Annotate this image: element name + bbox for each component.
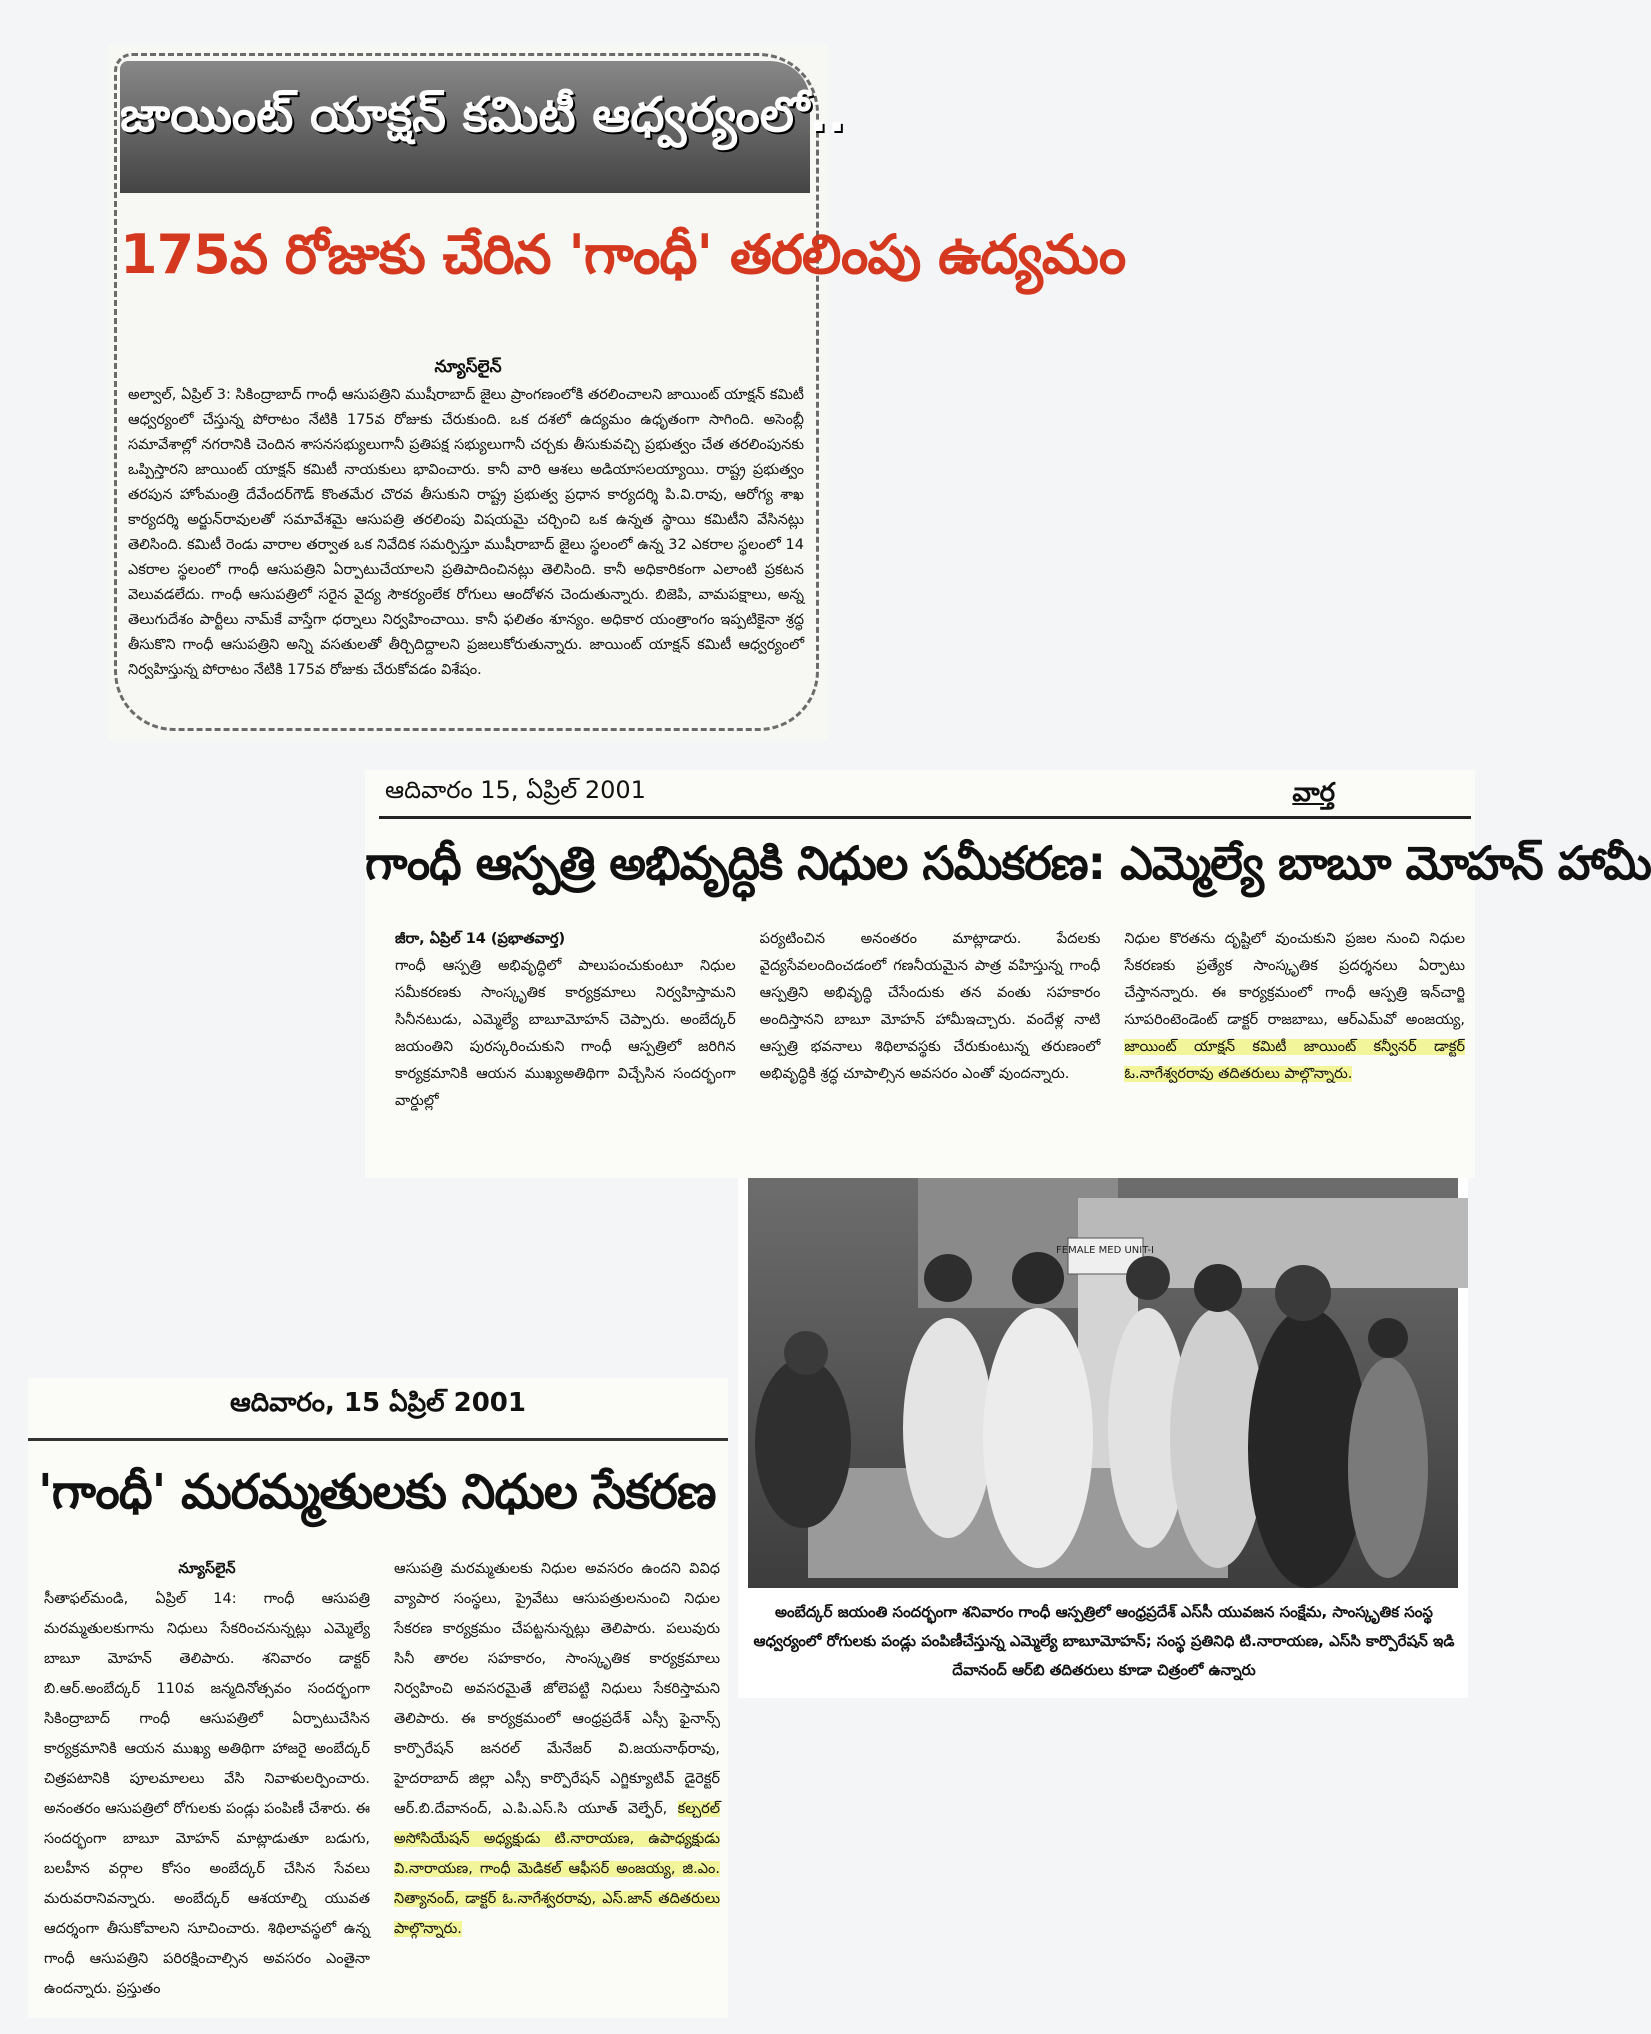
headline: గాంధీ ఆస్పత్రి అభివృద్ధికి నిధుల సమీకరణ: ఎమ్మెల్యే బాబూ మోహన్ హామీ (365, 836, 1651, 890)
news-photo (738, 1178, 1468, 1698)
column-1 (395, 926, 736, 1115)
kicker-text: జాయింట్ యాక్షన్ కమిటీ ఆధ్వర్యంలో.. (120, 87, 846, 143)
column-2 (394, 1554, 720, 2004)
column-2-text: ఆసుపత్రి మరమ్మతులకు నిధుల అవసరం ఉందని వివిధ వ్యాపార సంస్థలు, ప్రైవేటు ఆసుపత్రులనుంచి నిధుల సేకరణ కార్యక్రమం చేపట్టనున్నట్లు తెలిపారు. పలువురు సినీ తారల సహకారం, సాంస్కృతిక కార్యక్రమాలు నిర్వహించి అవసరమైతే జోలెపట్టి నిధులు సేకరిస్తామని తెలిపారు. ఈ కార్యక్రమంలో ఆంధ్రప్రదేశ్ ఎస్సీ ఫైనాన్స్ కార్పొరేషన్ జనరల్ మేనేజర్ వి.జయనాథ్‌రావు, హైదరాబాద్ జిల్లా ఎస్సీ కార్పొరేషన్ ఎగ్జిక్యూటివ్ డైరెక్టర్ ఆర్.బి.దేవానంద్, ఎ.పి.ఎస్.సి యూత్ వెల్ఫేర్, (394, 1561, 720, 1817)
clipping-gandhi-175-days (108, 45, 1126, 740)
byline: న్యూస్‌లైన్ (434, 357, 502, 377)
clipping-gandhi-repairs (28, 1378, 728, 2018)
column-3 (1124, 926, 1465, 1115)
column-2: పర్యటించిన అనంతరం మాట్లాడారు. పేదలకు వైద్యసేవలందించడంలో గణనీయమైన పాత్ర వహిస్తున్న గాంధీ ఆస్పత్రిని అభివృద్ధి చేసేందుకు తన వంతు సహకారం అందిస్తానని బాబూ మోహన్ హామీఇచ్చారు. వందేళ్ల నాటి ఆస్పత్రి భవనాలు శిథిలావస్థకు చేరుకుంటున్న తరుణంలో అభివృద్ధికి శ్రద్ధ చూపాల్సిన అవసరం ఎంతో వుందన్నారు. (759, 931, 1101, 1082)
headline: 'గాంధీ' మరమ్మతులకు నిధుల సేకరణ (38, 1464, 716, 1520)
column-1 (44, 1554, 370, 2004)
highlighted-text: కల్చరల్ అసోసియేషన్ అధ్యక్షుడు టి.నారాయణ, ఉపాధ్యక్షుడు వి.నారాయణ, గాంధీ మెడికల్ ఆఫీసర్ అంజయ్య, జి.ఎం. నిత్యానంద్, డాక్టర్ ఓ.నాగేశ్వరరావు, ఎస్.జాన్ తదితరులు పాల్గొన్నారు. (394, 1801, 720, 1937)
ward-sign: FEMALE MED UNIT-I (1056, 1245, 1154, 1256)
dateline: జీరా, ఏప్రిల్ 14 (ప్రభాతవార్త) (395, 931, 566, 947)
photo-caption: అంబేద్కర్ జయంతి సందర్భంగా శనివారం గాంధీ ఆస్పత్రిలో ఆంధ్రప్రదేశ్ ఎస్‌సీ యువజన సంక్షేమ, సాంస్కృతిక సంస్థ ఆధ్వర్యంలో రోగులకు పండ్లు పంపిణీచేస్తున్న ఎమ్మెల్యే బాబూమోహన్; సంస్థ ప్రతినిధి టి.నారాయణ, ఎస్‌సి కార్పొరేషన్ ఇడి దేవానంద్ ఆర్‌బి తదితరులు కూడా చిత్రంలో ఉన్నారు (753, 1603, 1455, 1679)
photo-image (748, 1178, 1458, 1588)
masthead: వార్త (1292, 778, 1335, 808)
clipping-vaartha (365, 770, 1651, 1178)
article-body: అల్వాల్, ఏప్రిల్ 3: సికింద్రాబాద్ గాంధీ ఆసుపత్రిని ముషీరాబాద్ జైలు ప్రాంగణంలోకి తరలించాలని జాయింట్ యాక్షన్ కమిటీ ఆధ్వర్యంలో చేస్తున్న పోరాటం నేటికి 175వ రోజుకు చేరుకుంది. ఒక దశలో ఉద్యమం ఉధృతంగా సాగింది. అసెంబ్లీ సమావేశాల్లో నగరానికి చెందిన శాసనసభ్యులుగానీ ప్రతిపక్ష సభ్యులుగానీ చర్చకు తీసుకువచ్చి ప్రభుత్వం చేత తరలింపునకు ఒప్పిస్తారని జాయింట్ యాక్షన్ కమిటీ నాయకులు భావించారు. కానీ వారి ఆశలు అడియాసలయ్యాయి. రాష్ట్ర ప్రభుత్వం తరపున హోంమంత్రి దేవేందర్‌గౌడ్ కొంతమేర చొరవ తీసుకుని రాష్ట్ర ప్రభుత్వ ప్రధాన కార్యదర్శి పి.వి.రావు, ఆరోగ్య శాఖ కార్యదర్శి అర్జున్‌రావులతో సమావేశమై ఆసుపత్రి తరలింపు విషయమై చర్చించి ఒక ఉన్నత స్థాయి కమిటీని వేసినట్లు తెలిసింది. కమిటీ రెండు వారాల తర్వాత ఒక నివేదిక సమర్పిస్తూ ముషీరాబాద్ జైలు స్థలంలో ఉన్న 32 ఎకరాల స్థలంలో 14 ఎకరాల స్థలంలో గాంధీ ఆసుపత్రిని ఏర్పాటుచేయాలని ప్రతిపాదించినట్లు తెలిసింది. కానీ అధికారికంగా ఎలాంటి ప్రకటన వెలువడలేదు. గాంధీ ఆసుపత్రిలో సరైన వైద్య సౌకర్యంలేక రోగులు ఆందోళన చెందుతున్నారు. బిజెపి, వామపక్షాలు, అన్న తెలుగుదేశం పార్టీలు నామ్‌కే వాస్తేగా ధర్నాలు నిర్వహించాయి. కానీ ఫలితం శూన్యం. అధికార యంత్రాంగం ఇప్పటికైనా శ్రద్ధ తీసుకొని గాంధీ ఆసుపత్రిని అన్ని వసతులతో తీర్చిదిద్దాలని ప్రజలుకోరుతున్నారు. జాయింట్ యాక్షన్ కమిటీ ఆధ్వర్యంలో నిర్వహిస్తున్న పోరాటం నేటికి 175వ రోజుకు చేరుకోవడం విశేషం. (128, 387, 804, 678)
divider (28, 1438, 728, 1441)
divider (379, 816, 1471, 819)
column-1-text: గాంధీ ఆస్పత్రి అభివృద్ధిలో పాలుపంచుకుంటూ నిధుల సమీకరణకు సాంస్కృతిక కార్యక్రమాలు నిర్వహిస్తామని సినీనటుడు, ఎమ్మెల్యే బాబూమోహన్ చెప్పారు. అంబేద్కర్ జయంతిని పురస్కరించుకుని గాంధీ ఆస్పత్రిలో జరిగిన కార్యక్రమానికి ఆయన ముఖ్యఅతిథిగా విచ్చేసిన సందర్భంగా వార్డుల్లో (395, 958, 736, 1109)
highlighted-text: జాయింట్ యాక్షన్ కమిటీ జాయింట్ కన్వీనర్ డాక్టర్ ఓ.నాగేశ్వరరావు తదితరులు పాల్గొన్నారు. (1124, 1039, 1466, 1082)
byline: న్యూస్‌లైన్ (178, 1561, 236, 1577)
issue-date: ఆదివారం 15, ఏప్రిల్ 2001 (385, 776, 646, 804)
issue-date: ఆదివారం, 15 ఏప్రిల్ 2001 (230, 1388, 526, 1418)
article-columns (44, 1554, 720, 2004)
headline: 175వ రోజుకు చేరిన 'గాంధీ' తరలింపు ఉద్యమం (120, 223, 1126, 286)
column-3-text: నిధుల కొరతను దృష్టిలో వుంచుకుని ప్రజల నుంచి నిధుల సేకరణకు ప్రత్యేక సాంస్కృతిక ప్రదర్శనలు ఏర్పాటు చేస్తానన్నారు. ఈ కార్యక్రమంలో గాంధీ ఆస్పత్రి ఇన్‌చార్జి సూపరింటెండెంట్ డాక్టర్ రాజబాబు, ఆర్‌ఎమ్‌వో అంజయ్య, (1124, 931, 1466, 1028)
article-columns (395, 926, 1465, 1115)
column-1-text: సీతాఫల్‌మండి, ఏప్రిల్ 14: గాంధీ ఆసుపత్రి మరమ్మతులకుగాను నిధులు సేకరించనున్నట్లు ఎమ్మెల్యే బాబూ మోహన్ తెలిపారు. శనివారం డాక్టర్ బి.ఆర్.అంబేద్కర్ 110వ జన్మదినోత్సవం సందర్భంగా సికింద్రాబాద్ గాంధీ ఆసుపత్రిలో ఏర్పాటుచేసిన కార్యక్రమానికి ఆయన ముఖ్య అతిథిగా హాజరై అంబేద్కర్ చిత్రపటానికి పూలమాలలు వేసి నివాళులర్పించారు. అనంతరం ఆసుపత్రిలో రోగులకు పండ్లు పంపిణీ చేశారు. ఈ సందర్భంగా బాబూ మోహన్ మాట్లాడుతూ బడుగు, బలహీన వర్గాల కోసం అంబేద్కర్ చేసిన సేవలు మరువరానివన్నారు. అంబేద్కర్ ఆశయాల్ని యువత ఆదర్శంగా తీసుకోవాలని సూచించారు. శిథిలావస్థలో ఉన్న గాంధీ ఆసుపత్రిని పరిరక్షించాల్సిన అవసరం ఎంతైనా ఉందన్నారు. ప్రస్తుతం (44, 1591, 370, 1997)
kicker-banner (120, 61, 846, 193)
